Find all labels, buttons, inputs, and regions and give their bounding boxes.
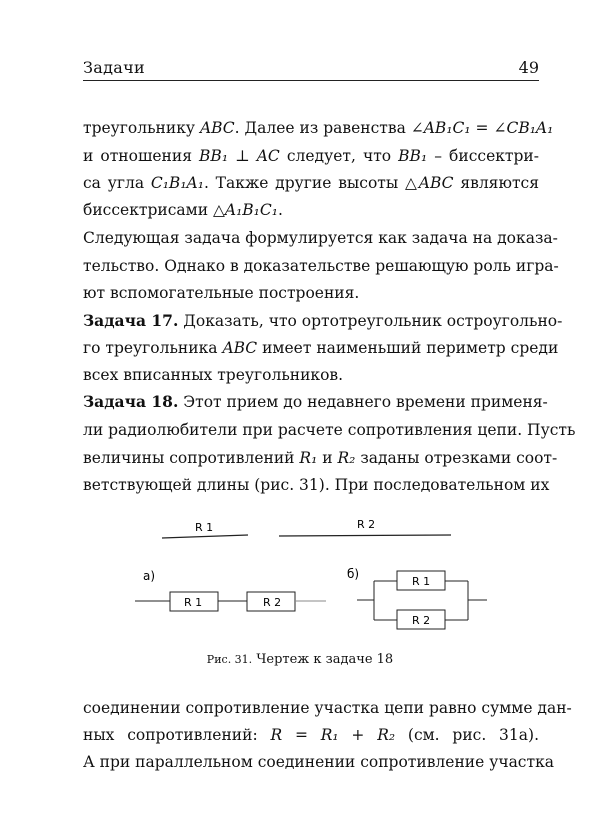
label-a: а) xyxy=(143,569,156,583)
running-header xyxy=(83,56,539,81)
page-number: 49 xyxy=(518,58,539,77)
segment-r2-label: R 2 xyxy=(357,518,376,531)
text-line: Следующая задача формулируется как задача на доказа- xyxy=(83,229,558,247)
text-line: ных сопротивлений: R = R₁ + R₂ (см. рис. 31а). xyxy=(83,726,539,744)
text-line: ют вспомогательные построения. xyxy=(83,284,360,302)
segment-r1 xyxy=(162,535,248,538)
figure-caption: Рис. 31. Чертеж к задаче 18 xyxy=(206,652,394,667)
text-line: и отношения BB₁ ⊥ AC следует, что BB₁ – биссектри- xyxy=(83,147,539,165)
series-r1-label: R 1 xyxy=(184,596,203,609)
text-line: биссектрисами △A₁B₁C₁. xyxy=(83,201,283,219)
segment-r2 xyxy=(279,535,451,536)
series-r2-label: R 2 xyxy=(263,596,282,609)
problem-18-line: Задача 18. Этот прием до недавнего времени применя- xyxy=(83,392,548,411)
label-b: б) xyxy=(347,567,360,581)
segment-r1-label: R 1 xyxy=(195,521,214,534)
problem-17-line: Задача 17. Доказать, что ортотреугольник остроугольно- xyxy=(83,311,563,330)
text-line: ветствующей длины (рис. 31). При последовательном их xyxy=(83,476,550,494)
text-line: го треугольника ABC имеет наименьший периметр среди xyxy=(83,339,559,357)
text-line: величины сопротивлений R₁ и R₂ заданы отрезками соот- xyxy=(83,449,558,467)
text-line: са угла C₁B₁A₁. Также другие высоты △ABC являются xyxy=(83,174,539,192)
parallel-r1-label: R 1 xyxy=(412,575,431,588)
text-line: треугольнику ABC. Далее из равенства ∠AB₁C₁ = ∠CB₁A₁ xyxy=(83,119,554,137)
text-line: соединении сопротивление участка цепи равно сумме дан- xyxy=(83,699,572,717)
text-line: всех вписанных треугольников. xyxy=(83,366,344,384)
circuit-figure xyxy=(0,510,600,640)
text-line: А при параллельном соединении сопротивление участка xyxy=(83,753,554,771)
parallel-r2-label: R 2 xyxy=(412,614,431,627)
text-line: тельство. Однако в доказательстве решающую роль игра- xyxy=(83,257,559,275)
text-line: ли радиолюбители при расчете сопротивления цепи. Пусть xyxy=(83,421,576,439)
header-title: Задачи xyxy=(83,58,145,77)
